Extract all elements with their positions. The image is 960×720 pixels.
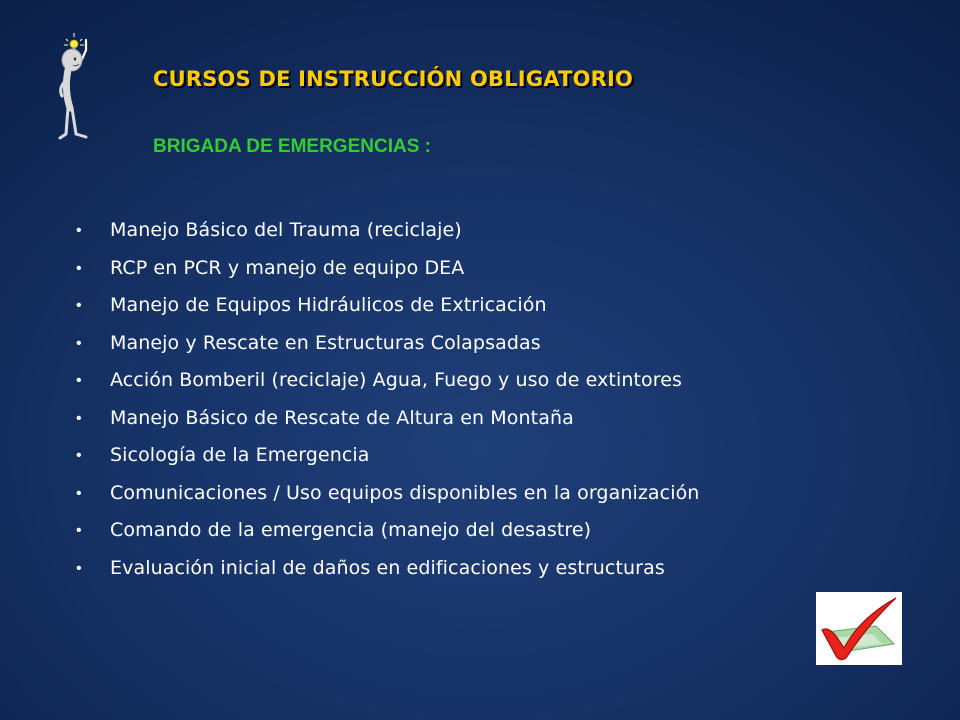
course-label: Evaluación inicial de daños en edificaciones y estructuras	[110, 556, 665, 579]
bullet-icon: •	[76, 522, 82, 539]
stick-figure-idea-icon	[52, 30, 122, 146]
bullet-icon: •	[76, 297, 82, 314]
bullet-icon: •	[76, 259, 82, 277]
course-label: Manejo de Equipos Hidráulicos de Extricación	[110, 294, 547, 316]
course-label: Sicología de la Emergencia	[110, 444, 370, 466]
course-label: Manejo Básico del Trauma (reciclaje)	[110, 219, 462, 241]
course-label: Comunicaciones / Uso equipos disponibles en la organización	[110, 481, 700, 504]
slide-title: CURSOS DE INSTRUCCIÓN OBLIGATORIO	[153, 67, 634, 91]
course-label: Manejo y Rescate en Estructuras Colapsadas	[110, 331, 541, 354]
course-label: Comando de la emergencia (manejo del desastre)	[110, 519, 592, 541]
course-label: Acción Bomberil (reciclaje) Agua, Fuego y uso de extintores	[110, 369, 683, 391]
bullet-icon: •	[76, 372, 82, 389]
course-label: RCP en PCR y manejo de equipo DEA	[110, 256, 465, 279]
bullet-icon: •	[76, 447, 82, 464]
bullet-icon: •	[76, 484, 82, 502]
bullet-icon: •	[76, 334, 82, 352]
bullet-icon: •	[76, 409, 82, 427]
bullet-icon: •	[76, 559, 82, 577]
bullet-icon: •	[76, 222, 82, 239]
course-label: Manejo Básico de Rescate de Altura en Montaña	[110, 406, 574, 429]
slide-subtitle: BRIGADA DE EMERGENCIAS :	[153, 136, 431, 157]
red-checkmark-icon	[816, 592, 902, 665]
